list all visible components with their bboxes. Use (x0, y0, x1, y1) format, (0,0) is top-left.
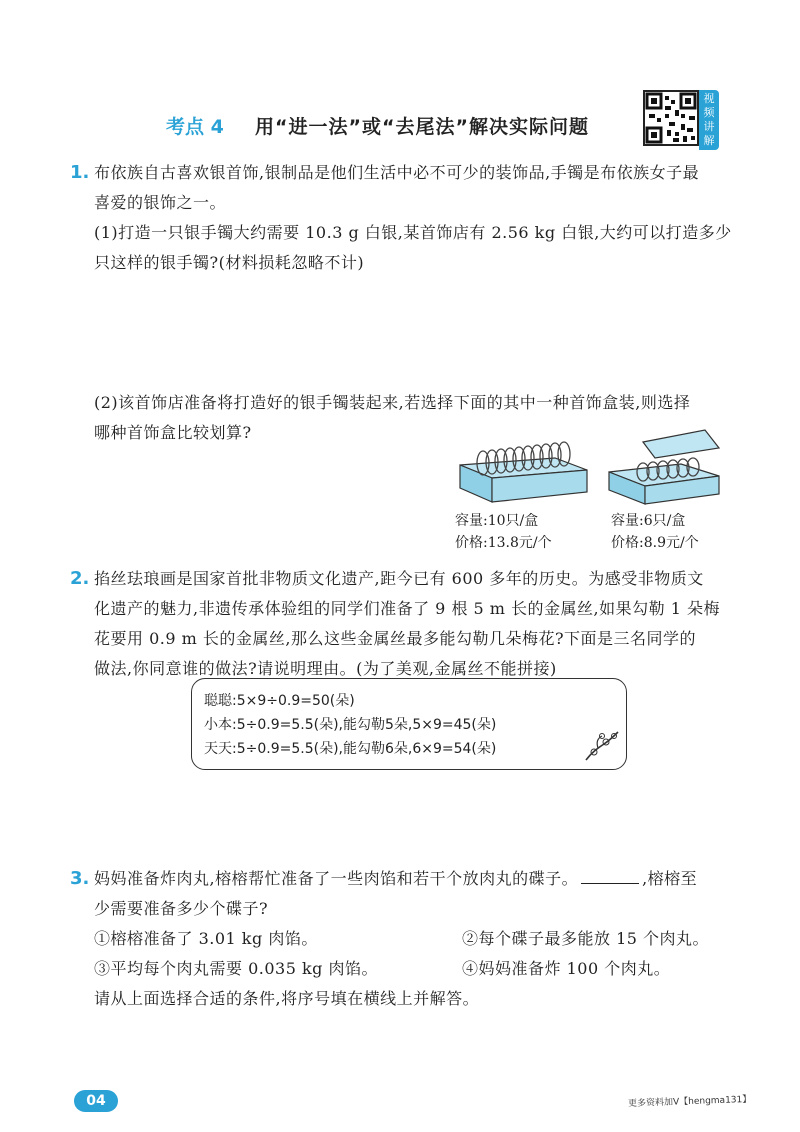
box2-capacity: 容量:6只/盒 (611, 513, 686, 529)
jewelry-box-6-illustration (605, 428, 723, 510)
q3-line-1 (94, 866, 697, 889)
q2-line-3: 花要用 0.9 m 长的金属丝,那么这些金属丝最多能勾勒几朵梅花?下面是三名同学的 (94, 629, 697, 648)
q3-condition-3: ③平均每个肉丸需要 0.035 kg 肉馅。 (94, 959, 379, 978)
q3-condition-4: ④妈妈准备炸 100 个肉丸。 (462, 959, 671, 978)
q2-line-1: 掐丝珐琅画是国家首批非物质文化遗产,距今已有 600 多年的历史。为感受非物质文 (94, 569, 704, 588)
section-number: 考点 4 (166, 116, 224, 138)
answer-blank[interactable] (581, 869, 639, 884)
q1-intro-line-2: 喜爱的银饰之一。 (94, 193, 227, 212)
question-2-number: 2. (70, 568, 90, 589)
q1-part1-line-2: 只这样的银手镯?(材料损耗忽略不计) (94, 253, 365, 272)
solution-tiantian: 天天:5÷0.9=5.5̇(朵),能勾勒6朵,6×9=54(朵) (204, 741, 497, 757)
section-title: 用“进一法”或“去尾法”解决实际问题 (255, 116, 589, 138)
q2-line-4: 做法,你同意谁的做法?请说明理由。(为了美观,金属丝不能拼接) (94, 659, 557, 678)
q1-part2-line-2: 哪种首饰盒比较划算? (94, 423, 252, 442)
solution-congcong: 聪聪:5×9÷0.9=50(朵) (204, 693, 355, 709)
watermark-text: 更多资料加V【hengma131】 (627, 1094, 752, 1110)
q3-instruction: 请从上面选择合适的条件,将序号填在横线上并解答。 (94, 989, 480, 1008)
q3-line-1-after: ,榕榕至 (642, 869, 698, 888)
q1-part2-line-1: (2)该首饰店准备将打造好的银手镯装起来,若选择下面的其中一种首饰盒装,则选择 (94, 393, 691, 412)
plum-blossom-icon (584, 730, 620, 766)
box1-price: 价格:13.8元/个 (455, 535, 552, 551)
video-lecture-tab[interactable]: 视频讲解 (699, 90, 719, 150)
question-3-number: 3. (70, 868, 90, 889)
box2-price: 价格:8.9元/个 (611, 535, 699, 551)
jewelry-box-10-illustration (455, 430, 590, 509)
solution-xiaoben: 小本:5÷0.9=5.5̇(朵),能勾勒5朵,5×9=45(朵) (204, 717, 497, 733)
q2-line-2: 化遗产的魅力,非遗传承体验组的同学们准备了 9 根 5 m 长的金属丝,如果勾勒 1 朵梅 (94, 599, 720, 618)
box1-capacity: 容量:10只/盒 (455, 513, 539, 529)
qr-code-icon[interactable] (643, 90, 699, 146)
q3-line-1-before: 妈妈准备炸肉丸,榕榕帮忙准备了一些肉馅和若干个放肉丸的碟子。 (94, 869, 579, 888)
q3-condition-1: ①榕榕准备了 3.01 kg 肉馅。 (94, 929, 318, 948)
q3-condition-2: ②每个碟子最多能放 15 个肉丸。 (462, 929, 710, 948)
q3-line-2: 少需要准备多少个碟子? (94, 899, 269, 918)
q1-part1-line-1: (1)打造一只银手镯大约需要 10.3 g 白银,某首饰店有 2.56 kg 白银,大约可以打造多少 (94, 223, 732, 242)
page-number: 04 (74, 1090, 118, 1112)
question-1-number: 1. (70, 162, 90, 183)
q1-intro-line-1: 布依族自古喜欢银首饰,银制品是他们生活中必不可少的装饰品,手镯是布依族女子最 (94, 163, 700, 182)
